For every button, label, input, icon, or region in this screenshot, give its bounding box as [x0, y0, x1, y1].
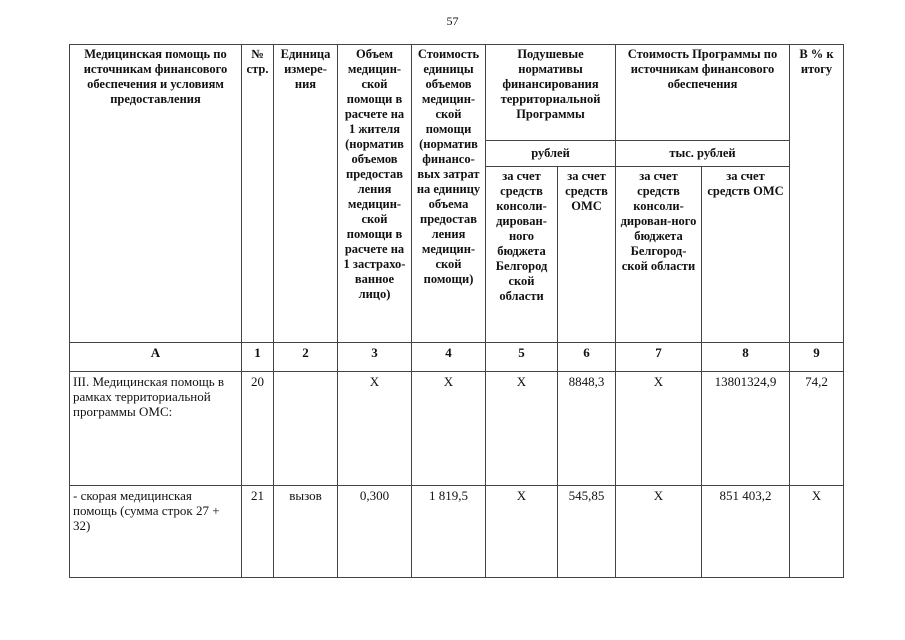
row-percent: Х: [790, 486, 844, 578]
header-cost-budget: за счет средств консоли-дирован-ного бюджета Белгород-ской области: [616, 167, 702, 343]
row-cost-budget: Х: [616, 486, 702, 578]
column-number: А: [70, 343, 242, 372]
page-number: 57: [446, 14, 459, 28]
header-unit-thousand-rubles: тыс. рублей: [616, 141, 790, 167]
table-row: [70, 372, 844, 486]
header-program-cost: Стоимость Программы по источникам финансового обеспечения: [616, 45, 790, 141]
row-unit-cost: 1 819,5: [412, 486, 486, 578]
header-percent: В % к итогу: [790, 45, 844, 343]
column-number: 9: [790, 343, 844, 372]
header-unit-cost: Стоимость единицы объемов медицин-ской помощи (норматив финансо-вых затрат на единицу объема предостав ления медицин-ской помощи): [412, 45, 486, 343]
column-number: 1: [242, 343, 274, 372]
table-row: [70, 486, 844, 578]
row-unit: вызов: [274, 486, 338, 578]
header-per-capita-norms: Подушевые нормативы финансирования территориальной Программы: [486, 45, 616, 141]
row-line-number: 21: [242, 486, 274, 578]
column-number: 6: [558, 343, 616, 372]
row-unit: [274, 372, 338, 486]
row-cost-budget: Х: [616, 372, 702, 486]
header-unit: Единица измере-ния: [274, 45, 338, 343]
column-number: 2: [274, 343, 338, 372]
row-volume: 0,300: [338, 486, 412, 578]
row-name: III. Медицинская помощь в рамках территориальной программы ОМС:: [70, 372, 242, 486]
column-number-row: [70, 343, 844, 372]
header-volume: Объем медицин-ской помощи в расчете на 1 жителя (норматив объемов предостав ления медицин-ской помощи в расчете на 1 застрахо-ванное лицо): [338, 45, 412, 343]
row-percent: 74,2: [790, 372, 844, 486]
header-norm-budget: за счет средств консоли-дирован-ного бюджета Белгород ской области: [486, 167, 558, 343]
column-number: 3: [338, 343, 412, 372]
row-cost-oms: 851 403,2: [702, 486, 790, 578]
row-name: - скорая медицинская помощь (сумма строк 27 + 32): [70, 486, 242, 578]
row-volume: Х: [338, 372, 412, 486]
column-number: 7: [616, 343, 702, 372]
row-norm-budget: Х: [486, 486, 558, 578]
row-norm-budget: Х: [486, 372, 558, 486]
row-norm-oms: 8848,3: [558, 372, 616, 486]
column-number: 8: [702, 343, 790, 372]
header-line-number: № стр.: [242, 45, 274, 343]
row-cost-oms: 13801324,9: [702, 372, 790, 486]
column-number: 5: [486, 343, 558, 372]
row-unit-cost: Х: [412, 372, 486, 486]
row-norm-oms: 545,85: [558, 486, 616, 578]
row-line-number: 20: [242, 372, 274, 486]
header-care-type: Медицинская помощь по источникам финансового обеспечения и условиям предоставления: [70, 45, 242, 343]
header-norm-oms: за счет средств ОМС: [558, 167, 616, 343]
column-number: 4: [412, 343, 486, 372]
header-unit-rubles: рублей: [486, 141, 616, 167]
header-cost-oms: за счет средств ОМС: [702, 167, 790, 343]
financing-table: [69, 44, 844, 578]
